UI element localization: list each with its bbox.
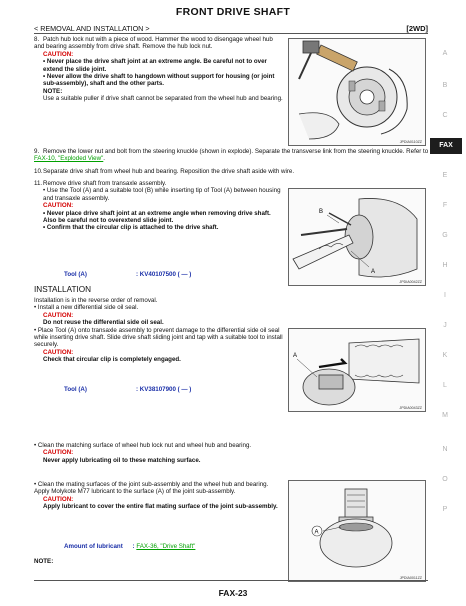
caution-label: CAUTION: bbox=[43, 202, 74, 210]
lubricant-spec-row bbox=[34, 543, 284, 550]
caution-text: Apply lubricant to cover the entire flat mating surface of the joint sub-assembly. bbox=[43, 503, 278, 511]
breadcrumb: < REMOVAL AND INSTALLATION > bbox=[34, 24, 150, 33]
tool-value: : KV40107500 ( — ) bbox=[136, 271, 192, 278]
side-index-k[interactable]: K bbox=[442, 352, 448, 359]
label-a: A bbox=[371, 269, 376, 275]
side-index-h[interactable]: H bbox=[442, 262, 448, 269]
step-10 bbox=[34, 168, 430, 175]
caution-text: Never apply lubricating oil to these matching surface. bbox=[43, 456, 201, 464]
figure-code: JPDIA0011ZZ bbox=[399, 576, 422, 580]
installation-intro: Installation is in the reverse order of removal. bbox=[34, 297, 158, 304]
side-index-i[interactable]: I bbox=[444, 292, 446, 299]
side-index-o[interactable]: O bbox=[442, 476, 448, 483]
variant-badge: [2WD] bbox=[406, 24, 428, 33]
side-index-a[interactable]: A bbox=[442, 50, 448, 57]
header-rule bbox=[34, 33, 428, 34]
caution-item: • Never place drive shaft joint at an extreme angle when removing drive shaft. Also be careful not to overextend slide joint. bbox=[43, 209, 271, 225]
side-index-e[interactable]: E bbox=[442, 172, 448, 179]
step-text: Patch hub lock nut with a piece of wood. Hammer the wood to disengage wheel hub and bearing assembly from drive shaft. Remove the hub lock nut. bbox=[34, 36, 273, 51]
tool-spec-row bbox=[34, 271, 284, 278]
step-text-end: . bbox=[103, 155, 106, 163]
tool-spec-row bbox=[34, 386, 284, 393]
step-number: 10. bbox=[34, 168, 43, 175]
side-index-g[interactable]: G bbox=[442, 232, 448, 239]
installation-heading: INSTALLATION bbox=[34, 285, 92, 294]
note-label: NOTE: bbox=[43, 87, 63, 95]
exploded-view-link[interactable]: FAX-10, "Exploded View" bbox=[34, 155, 104, 163]
installation-tool-illustration bbox=[288, 328, 426, 412]
caution-label: CAUTION: bbox=[43, 348, 74, 356]
side-index-fax-active[interactable]: FAX bbox=[430, 138, 462, 154]
install-bullet: • Place Tool (A) onto transaxle assembly to prevent damage to the differential side oil seal while inserting drive shaft. Slide drive shaft sliding joint and tap with a suitable tool to install securely. bbox=[34, 326, 283, 349]
side-index-m[interactable]: M bbox=[442, 412, 448, 419]
caution-label: CAUTION: bbox=[43, 311, 74, 319]
side-index-c[interactable]: C bbox=[442, 112, 448, 119]
step-number: 8. bbox=[34, 36, 40, 43]
lubricant-sep: : bbox=[132, 543, 135, 550]
tool-label: Tool (A) bbox=[64, 386, 87, 393]
joint-lubricant-illustration bbox=[288, 480, 426, 582]
caution-label: CAUTION: bbox=[43, 449, 74, 457]
page-title: FRONT DRIVE SHAFT bbox=[175, 6, 291, 18]
label-b: B bbox=[319, 209, 324, 215]
tool-insert-drawing bbox=[289, 329, 425, 411]
step-text: Remove drive shaft from transaxle assembly. bbox=[43, 180, 167, 187]
step-number: 11. bbox=[34, 180, 43, 187]
caution-text: Do not reuse the differential side oil seal. bbox=[43, 319, 164, 327]
joint-subassembly-drawing bbox=[289, 481, 425, 581]
side-index-f[interactable]: F bbox=[442, 202, 448, 209]
step-sub-bullet: • Use the Tool (A) and a suitable tool (B) while inserting tip of Tool (A) between housing and transaxle assembly. bbox=[43, 187, 281, 202]
step-8 bbox=[34, 36, 284, 103]
footer-rule bbox=[34, 580, 428, 581]
drive-shaft-link[interactable]: FAX-36, "Drive Shaft" bbox=[136, 543, 196, 550]
drive-shaft-drawing bbox=[289, 189, 425, 285]
step-text: Separate drive shaft from wheel hub and bearing. Reposition the drive shaft aside with wire. bbox=[43, 168, 295, 175]
transaxle-removal-illustration bbox=[288, 188, 426, 286]
side-index-n[interactable]: N bbox=[442, 446, 448, 453]
install-bullet-clean bbox=[34, 442, 430, 464]
install-bullet: • Install a new differential side oil seal. bbox=[34, 304, 139, 312]
installation-body bbox=[34, 297, 284, 364]
side-index-l[interactable]: L bbox=[443, 382, 447, 389]
step-number: 9. bbox=[34, 148, 40, 155]
lubricant-label: Amount of lubricant bbox=[64, 543, 123, 550]
page-number: FAX-23 bbox=[218, 588, 248, 598]
step-text: Remove the lower nut and bolt from the steering knuckle (shown in explode). Separate the transverse link from the steering knuckle. Refer to bbox=[43, 148, 429, 155]
caution-item: • Confirm that the circular clip is attached to the drive shaft. bbox=[43, 224, 219, 232]
figure-code: JPDIA0042ZZ bbox=[399, 280, 422, 284]
install-bullet: • Clean the mating surfaces of the joint sub-assembly and the wheel hub and bearing. Apply Molykote M77 lubricant to the surface (A) of the joint sub-assembly. bbox=[34, 481, 269, 496]
step-9 bbox=[34, 148, 430, 163]
caution-item: • Never place the drive shaft joint at an extreme angle. Be careful not to over extend the slide joint. bbox=[43, 58, 267, 73]
caution-item: • Never allow the drive shaft to hangdown without support for housing (or joint sub-assembly), shaft and the other parts. bbox=[43, 73, 275, 88]
hub-removal-illustration bbox=[288, 38, 426, 146]
hub-hammer-drawing bbox=[289, 39, 425, 145]
figure-code: JPDIA0043ZZ bbox=[399, 406, 422, 410]
note-text: Use a suitable puller if drive shaft cannot be separated from the wheel hub and bearing. bbox=[43, 95, 283, 103]
caution-label: CAUTION: bbox=[43, 50, 74, 58]
side-index-p[interactable]: P bbox=[442, 506, 448, 513]
tool-label: Tool (A) bbox=[64, 271, 87, 278]
figure-code: JPDIA0110ZZ bbox=[399, 140, 422, 144]
side-index-b[interactable]: B bbox=[442, 82, 448, 89]
tool-value: : KV38107900 ( — ) bbox=[136, 386, 192, 393]
caution-label: CAUTION: bbox=[43, 495, 74, 503]
side-index-j[interactable]: J bbox=[443, 322, 447, 329]
caution-text: Check that circular clip is completely engaged. bbox=[43, 356, 181, 364]
step-11 bbox=[34, 180, 284, 232]
install-bullet: • Clean the matching surface of wheel hub lock nut and wheel hub and bearing. bbox=[34, 442, 252, 449]
label-a: A bbox=[293, 353, 298, 359]
install-bullet-lubricant bbox=[34, 481, 284, 511]
note-label: NOTE: bbox=[34, 558, 54, 565]
label-a: A bbox=[314, 529, 319, 536]
